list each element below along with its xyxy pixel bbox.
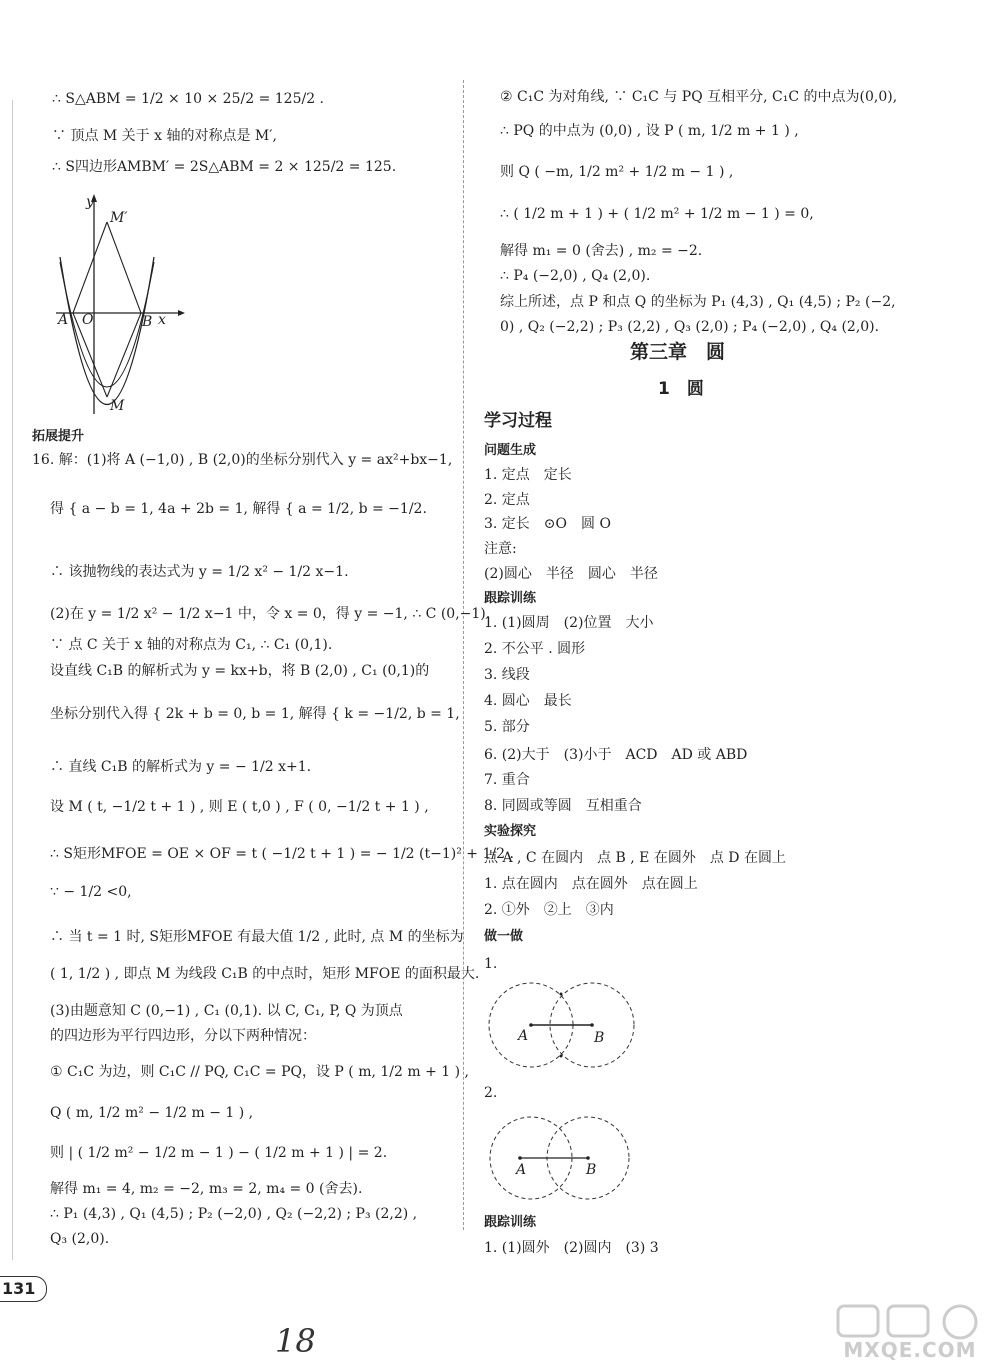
page-number: 131	[0, 1276, 47, 1302]
q16-line-3: ∴ 该抛物线的表达式为 y = 1/2 x² − 1/2 x−1.	[50, 564, 349, 580]
tracking-heading-2: 跟踪训练	[484, 1215, 537, 1230]
q16-line-18: 则 | ( 1/2 m² − 1/2 m − 1 ) − ( 1/2 m + 1 ) | = 2.	[50, 1145, 388, 1161]
q-item-3: 3. 定长 ⊙O 圆 O	[484, 516, 611, 532]
watermark-text: MXQE.COM	[843, 1338, 977, 1362]
case2-line-2: ∴ PQ 的中点为 (0,0) , 设 P ( m, 1/2 m + 1 ) ,	[500, 123, 799, 139]
a-label: A	[58, 312, 69, 328]
case2-line-1: ② C₁C 为对角线, ∵ C₁C 与 PQ 互相平分, C₁C 的中点为(0,0),	[500, 89, 898, 105]
do-item-2: 2.	[484, 1085, 498, 1101]
track-item-8: 8. 同圆或等圆 互相重合	[484, 798, 642, 814]
track-item-7: 7. 重合	[484, 772, 530, 788]
track-item-2: 2. 不公平 . 圆形	[484, 641, 586, 657]
case2-line-4: ∴ ( 1/2 m + 1 ) + ( 1/2 m² + 1/2 m − 1 ) = 0,	[500, 206, 814, 222]
section-expand: 拓展提升	[32, 429, 85, 444]
q16-line-10: ∴ S矩形MFOE = OE × OF = t ( −1/2 t + 1 ) = − 1/2 (t−1)² + 1/2 .	[50, 846, 514, 862]
q16-line-13: ( 1, 1/2 ) , 即点 M 为线段 C₁B 的中点时，矩形 MFOE 的面积最大.	[50, 966, 480, 982]
q16-line-9: 设 M ( t, −1/2 t + 1 ) , 则 E ( t,0 ) , F ( 0, −1/2 t + 1 ) ,	[50, 799, 429, 815]
q16-line-8: ∴ 直线 C₁B 的解析式为 y = − 1/2 x+1.	[50, 759, 312, 775]
x-axis-label: x	[158, 312, 166, 328]
area-abm-line: ∴ S△ABM = 1/2 × 10 × 25/2 = 125/2 .	[52, 91, 325, 107]
experiment-heading: 实验探究	[484, 824, 537, 839]
q16-line-15: 的四边形为平行四边形，分以下两种情况：	[50, 1028, 316, 1044]
b-label: B	[142, 314, 153, 330]
parabola-graph	[50, 192, 190, 417]
circles-figure-1	[480, 978, 655, 1078]
watermark	[830, 1300, 990, 1364]
q16-line-21: Q₃ (2,0).	[50, 1231, 110, 1247]
learning-process-heading: 学习过程	[484, 411, 552, 431]
m-label: M	[110, 398, 125, 414]
chapter-title: 第三章 圆	[630, 341, 726, 363]
fig2-b-label: B	[586, 1162, 597, 1178]
fig2-a-label: A	[516, 1162, 527, 1178]
track-item-3: 3. 线段	[484, 667, 530, 683]
column-divider	[463, 80, 464, 1230]
fig1-a-label: A	[518, 1028, 529, 1044]
q16-line-1: 16. 解：(1)将 A (−1,0) , B (2,0)的坐标分别代入 y = ax²+bx−1,	[32, 452, 453, 468]
q16-line-19: 解得 m₁ = 4, m₂ = −2, m₃ = 2, m₄ = 0 (舍去).	[50, 1181, 363, 1197]
circles-figure-2	[480, 1108, 655, 1208]
fig1-b-label: B	[594, 1030, 605, 1046]
q16-line-7: 坐标分别代入得 { 2k + b = 0, b = 1, 解得 { k = −1/2, b = 1,	[50, 706, 460, 722]
area-quad-line: ∴ S四边形AMBM′ = 2S△ABM = 2 × 125/2 = 125.	[52, 159, 397, 175]
y-axis-label: y	[86, 194, 94, 210]
q-item-1: 1. 定点 定长	[484, 467, 572, 483]
summary-line-1: 综上所述，点 P 和点 Q 的坐标为 P₁ (4,3) , Q₁ (4,5) ; P₂ (−2,	[500, 294, 896, 310]
q16-line-11: ∵ − 1/2 <0,	[50, 884, 132, 900]
track-item-1: 1. (1)圆周 (2)位置 大小	[484, 615, 654, 631]
q16-line-20: ∴ P₁ (4,3) , Q₁ (4,5) ; P₂ (−2,0) , Q₂ (−2,2) ; P₃ (2,2) ,	[50, 1206, 418, 1222]
q16-line-12: ∴ 当 t = 1 时, S矩形MFOE 有最大值 1/2 , 此时, 点 M 的坐标为	[50, 929, 464, 945]
handwritten-number: 18	[275, 1322, 316, 1360]
question-heading: 问题生成	[484, 443, 537, 458]
q16-line-16: ① C₁C 为边，则 C₁C // PQ, C₁C = PQ，设 P ( m, 1/2 m + 1 ) ,	[50, 1064, 469, 1080]
q16-line-5: ∵ 点 C 关于 x 轴的对称点为 C₁, ∴ C₁ (0,1).	[50, 637, 333, 653]
track2-item-1: 1. (1)圆外 (2)圆内 (3) 3	[484, 1240, 659, 1256]
symmetric-point-line: ∵ 顶点 M 关于 x 轴的对称点是 M′,	[52, 128, 277, 144]
mprime-label: M′	[110, 210, 128, 226]
q16-line-14: (3)由题意知 C (0,−1) , C₁ (0,1). 以 C, C₁, P, Q 为顶点	[50, 1003, 403, 1019]
note-label: 注意:	[484, 541, 517, 557]
do-it-heading: 做一做	[484, 929, 524, 944]
exp-line-3: 2. ①外 ②上 ③内	[484, 902, 614, 918]
case2-line-5: 解得 m₁ = 0 (舍去) , m₂ = −2.	[500, 243, 703, 259]
q16-line-4: (2)在 y = 1/2 x² − 1/2 x−1 中，令 x = 0，得 y = −1, ∴ C (0,−1).	[50, 606, 491, 622]
exp-line-1: 点 A , C 在圆内 点 B , E 在圆外 点 D 在圆上	[484, 850, 786, 866]
tracking-heading: 跟踪训练	[484, 591, 537, 606]
origin-label: O	[82, 312, 94, 328]
case2-line-3: 则 Q ( −m, 1/2 m² + 1/2 m − 1 ) ,	[500, 164, 734, 180]
track-item-5: 5. 部分	[484, 719, 530, 735]
summary-line-2: 0) , Q₂ (−2,2) ; P₃ (2,2) , Q₃ (2,0) ; P₄ (−2,0) , Q₄ (2,0).	[500, 319, 880, 335]
note-content: (2)圆心 半径 圆心 半径	[484, 566, 658, 582]
track-item-4: 4. 圆心 最长	[484, 693, 572, 709]
do-item-1: 1.	[484, 956, 498, 972]
q-item-2: 2. 定点	[484, 492, 530, 508]
lesson-title: 1 圆	[658, 379, 704, 399]
q16-line-6: 设直线 C₁B 的解析式为 y = kx+b，将 B (2,0) , C₁ (0,1)的	[50, 663, 430, 679]
track-item-6: 6. (2)大于 (3)小于 ACD AD 或 ABD	[484, 747, 748, 763]
q16-line-17: Q ( m, 1/2 m² − 1/2 m − 1 ) ,	[50, 1105, 254, 1121]
left-margin-rule	[12, 100, 13, 1260]
case2-line-6: ∴ P₄ (−2,0) , Q₄ (2,0).	[500, 268, 651, 284]
exp-line-2: 1. 点在圆内 点在圆外 点在圆上	[484, 876, 698, 892]
q16-line-2: 得 { a − b = 1, 4a + 2b = 1, 解得 { a = 1/2, b = −1/2.	[50, 501, 427, 517]
